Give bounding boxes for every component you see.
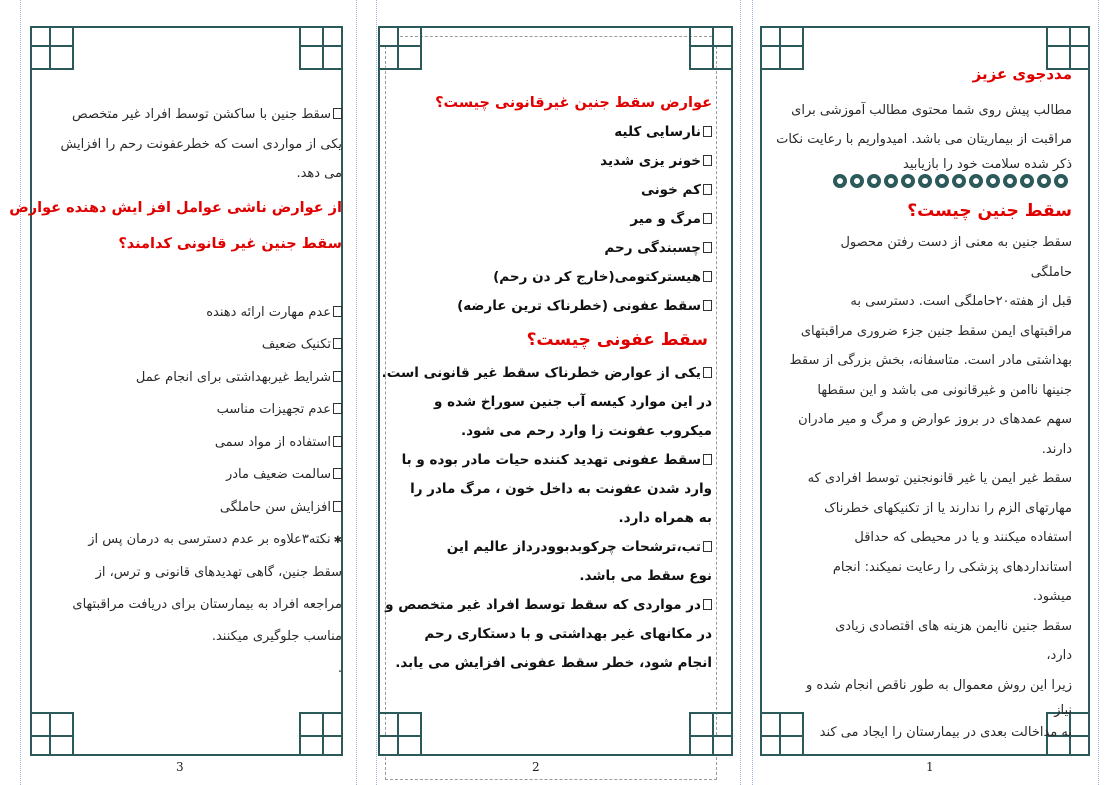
text-line: زیرا این روش معموال به طور ناقص انجام شده و <box>805 677 1072 693</box>
heading-line: از عوارض ناشی عوامل افز ایش دهنده عوارض <box>9 199 342 216</box>
text-line: ✱نکته۳علاوه بر عدم دسترسی به درمان پس از <box>88 532 342 547</box>
body-text <box>778 228 1072 744</box>
text-line: میکروب عفونت زا وارد رحم می شود. <box>460 423 712 439</box>
text-line: ذکر شده سلامت خود را بازیابید <box>903 157 1072 172</box>
list-item: استفاده از مواد سمی <box>44 427 342 460</box>
text-line: مطالب پیش روی شما محتوی مطالب آموزشی برای <box>791 103 1072 118</box>
checkbox-icon <box>703 367 712 378</box>
section-title: سقط جنین چیست؟ <box>907 201 1072 221</box>
text-line: بهداشتی مادر است. متاسفانه، بخش بزرگی از سقط <box>789 353 1072 368</box>
text-line: سقط جنین ناایمن هزینه های اقتصادی زیادی <box>835 618 1072 634</box>
column-guide <box>1098 0 1099 785</box>
text-line: می دهد. <box>296 166 342 181</box>
checkbox-icon <box>703 184 712 195</box>
text-line: مهارتهای الزم را ندارند یا از تکنیکهای خطرناک <box>824 500 1072 516</box>
text-line: سقط غیر ایمن یا غیر قانونجنین توسط افرادی که <box>807 471 1072 486</box>
list-item: شرایط غیربهداشتی برای انجام عمل <box>44 362 342 395</box>
text-line: سقط جنین با ساکشن توسط افراد غیر متخصص <box>44 100 342 130</box>
list-item: مرگ و میر <box>400 205 712 234</box>
corner-ornament <box>30 712 74 756</box>
heading-line: سقط جنین غیر قانونی کدامند؟ <box>118 235 342 252</box>
text-line: یکی از مواردی است که خطرعفونت رحم را افزایش <box>60 136 342 152</box>
text-line: میشود. <box>1032 589 1072 604</box>
text-line: نوع سقط می باشد. <box>579 568 712 584</box>
checkbox-icon <box>333 501 342 512</box>
checkbox-icon <box>333 403 342 414</box>
corner-ornament <box>378 26 422 70</box>
complications-list <box>400 118 712 321</box>
text-line: قبل از هفته۲۰حاملگی است. دسترسی به <box>850 294 1072 309</box>
checkbox-icon <box>703 126 712 137</box>
checkbox-icon <box>703 454 712 465</box>
list-item: کم خونی <box>400 176 712 205</box>
column-guide <box>740 0 741 785</box>
page-2-content <box>381 88 712 678</box>
list-item: نارسایی کلیه <box>400 118 712 147</box>
checkbox-icon <box>333 468 342 479</box>
text-line: مراقبت از بیماریتان می باشد. امیدواریم با رعایت نکات <box>776 132 1072 147</box>
corner-ornament <box>689 26 733 70</box>
list-item: سالمت ضعیف مادر <box>44 459 342 492</box>
column-guide <box>376 0 377 785</box>
factors-heading <box>9 191 342 263</box>
list-item: تکنیک ضعیف <box>44 329 342 362</box>
checkbox-icon <box>703 242 712 253</box>
list-item: عدم تجهیزات مناسب <box>44 394 342 427</box>
text-line: مراقبتهای ایمن سقط جنین جزء ضروری مراقبتهای <box>800 323 1072 339</box>
checkbox-icon <box>333 436 342 447</box>
checkbox-icon <box>333 338 342 349</box>
column-guide <box>752 0 753 785</box>
text-line: یکی از عوارض خطرناک سقط غیر قانونی است. <box>400 359 712 388</box>
page-number: 3 <box>176 760 184 774</box>
text-line: سهم عمدهای در بروز عوارض و مرگ و میر مادران <box>798 412 1072 427</box>
corner-ornament <box>299 712 343 756</box>
page-number: 1 <box>926 760 934 774</box>
corner-ornament <box>299 26 343 70</box>
complications-title: عوارض سقط جنین غیرقانونی چیست؟ <box>435 95 712 111</box>
column-guide <box>20 0 21 785</box>
checkbox-icon <box>703 155 712 166</box>
text-line: جنینها ناامن و غیرقانونی می باشد و این سقطها <box>817 382 1072 398</box>
checkbox-icon <box>703 599 712 610</box>
note-text <box>44 524 342 685</box>
text-line: مراجعه افراد به بیمارستان برای دریافت مراقبتهای <box>72 597 342 612</box>
trailing-mark: . <box>337 661 342 676</box>
list-item: چسبندگی رحم <box>400 234 712 263</box>
text-line: انجام شود، خطر سقط عفونی افزایش می یابد. <box>395 655 712 671</box>
text-line: وارد شدن عفونت به داخل خون ، مرگ مادر را <box>410 481 712 497</box>
checkbox-icon <box>333 306 342 317</box>
text-line: سقط جنین به معنی از دست رفتن محصول <box>840 235 1072 250</box>
page-number: 2 <box>532 760 540 774</box>
text-line: تب،ترشحات چرکوبدبوودرداز عالیم این <box>400 533 712 562</box>
checkbox-icon <box>703 213 712 224</box>
intro-text <box>778 96 1072 176</box>
text-line: استفاده میکنند و یا در محیطی که حداقل <box>854 530 1072 545</box>
column-guide <box>356 0 357 785</box>
text-line: به همراه دارد. <box>618 510 712 526</box>
text-line: به مداخالت بعدی در بیمارستان را ایجاد می کند <box>819 725 1072 740</box>
text-line: در مکانهای غیر بهداشتی و با دستکاری رحم <box>424 626 712 642</box>
text-line: در این موارد کیسه آب جنین سوراخ شده و <box>434 394 712 410</box>
asterisk-icon: ✱ <box>333 535 342 546</box>
list-item: سقط عفونی (خطرناک ترین عارضه) <box>400 292 712 321</box>
decorative-chain <box>778 174 1068 188</box>
corner-ornament <box>378 712 422 756</box>
list-item: عدم مهارت ارائه دهنده <box>44 297 342 330</box>
checkbox-icon <box>703 541 712 552</box>
text-line: مناسب جلوگیری میکنند. <box>211 629 342 644</box>
checkbox-icon <box>333 371 342 382</box>
greeting-heading: مددجوی عزیز <box>972 65 1072 83</box>
list-item: افزایش سن حاملگی <box>44 492 342 525</box>
septic-body <box>381 359 712 678</box>
page-3-content <box>9 100 342 685</box>
text-line: حاملگی <box>1030 264 1072 280</box>
text-line: دارند. <box>1041 441 1072 457</box>
text-line: سقط جنین، گاهی تهدیدهای قانونی و ترس، از <box>95 565 342 580</box>
text-line: دارد، <box>1046 648 1072 663</box>
septic-title: سقط عفونی چیست؟ <box>526 330 708 350</box>
corner-ornament <box>30 26 74 70</box>
checkbox-icon <box>703 300 712 311</box>
list-item: خونر یزی شدید <box>400 147 712 176</box>
text-line: نیاز <box>1054 703 1072 718</box>
list-item: هیسترکتومی(خارج کر دن رحم) <box>400 263 712 292</box>
text-line: در مواردی که سقط توسط افراد غیر متخصص و <box>400 591 712 620</box>
text-line: استانداردهای پزشکی را رعایت نمیکند: انجام <box>832 559 1072 575</box>
factors-list <box>44 297 342 525</box>
corner-ornament <box>689 712 733 756</box>
page-1-content <box>778 60 1072 744</box>
text-line: سقط عفونی تهدید کننده حیات مادر بوده و با <box>400 446 712 475</box>
checkbox-icon <box>333 108 342 119</box>
intro-text <box>44 100 342 189</box>
checkbox-icon <box>703 271 712 282</box>
